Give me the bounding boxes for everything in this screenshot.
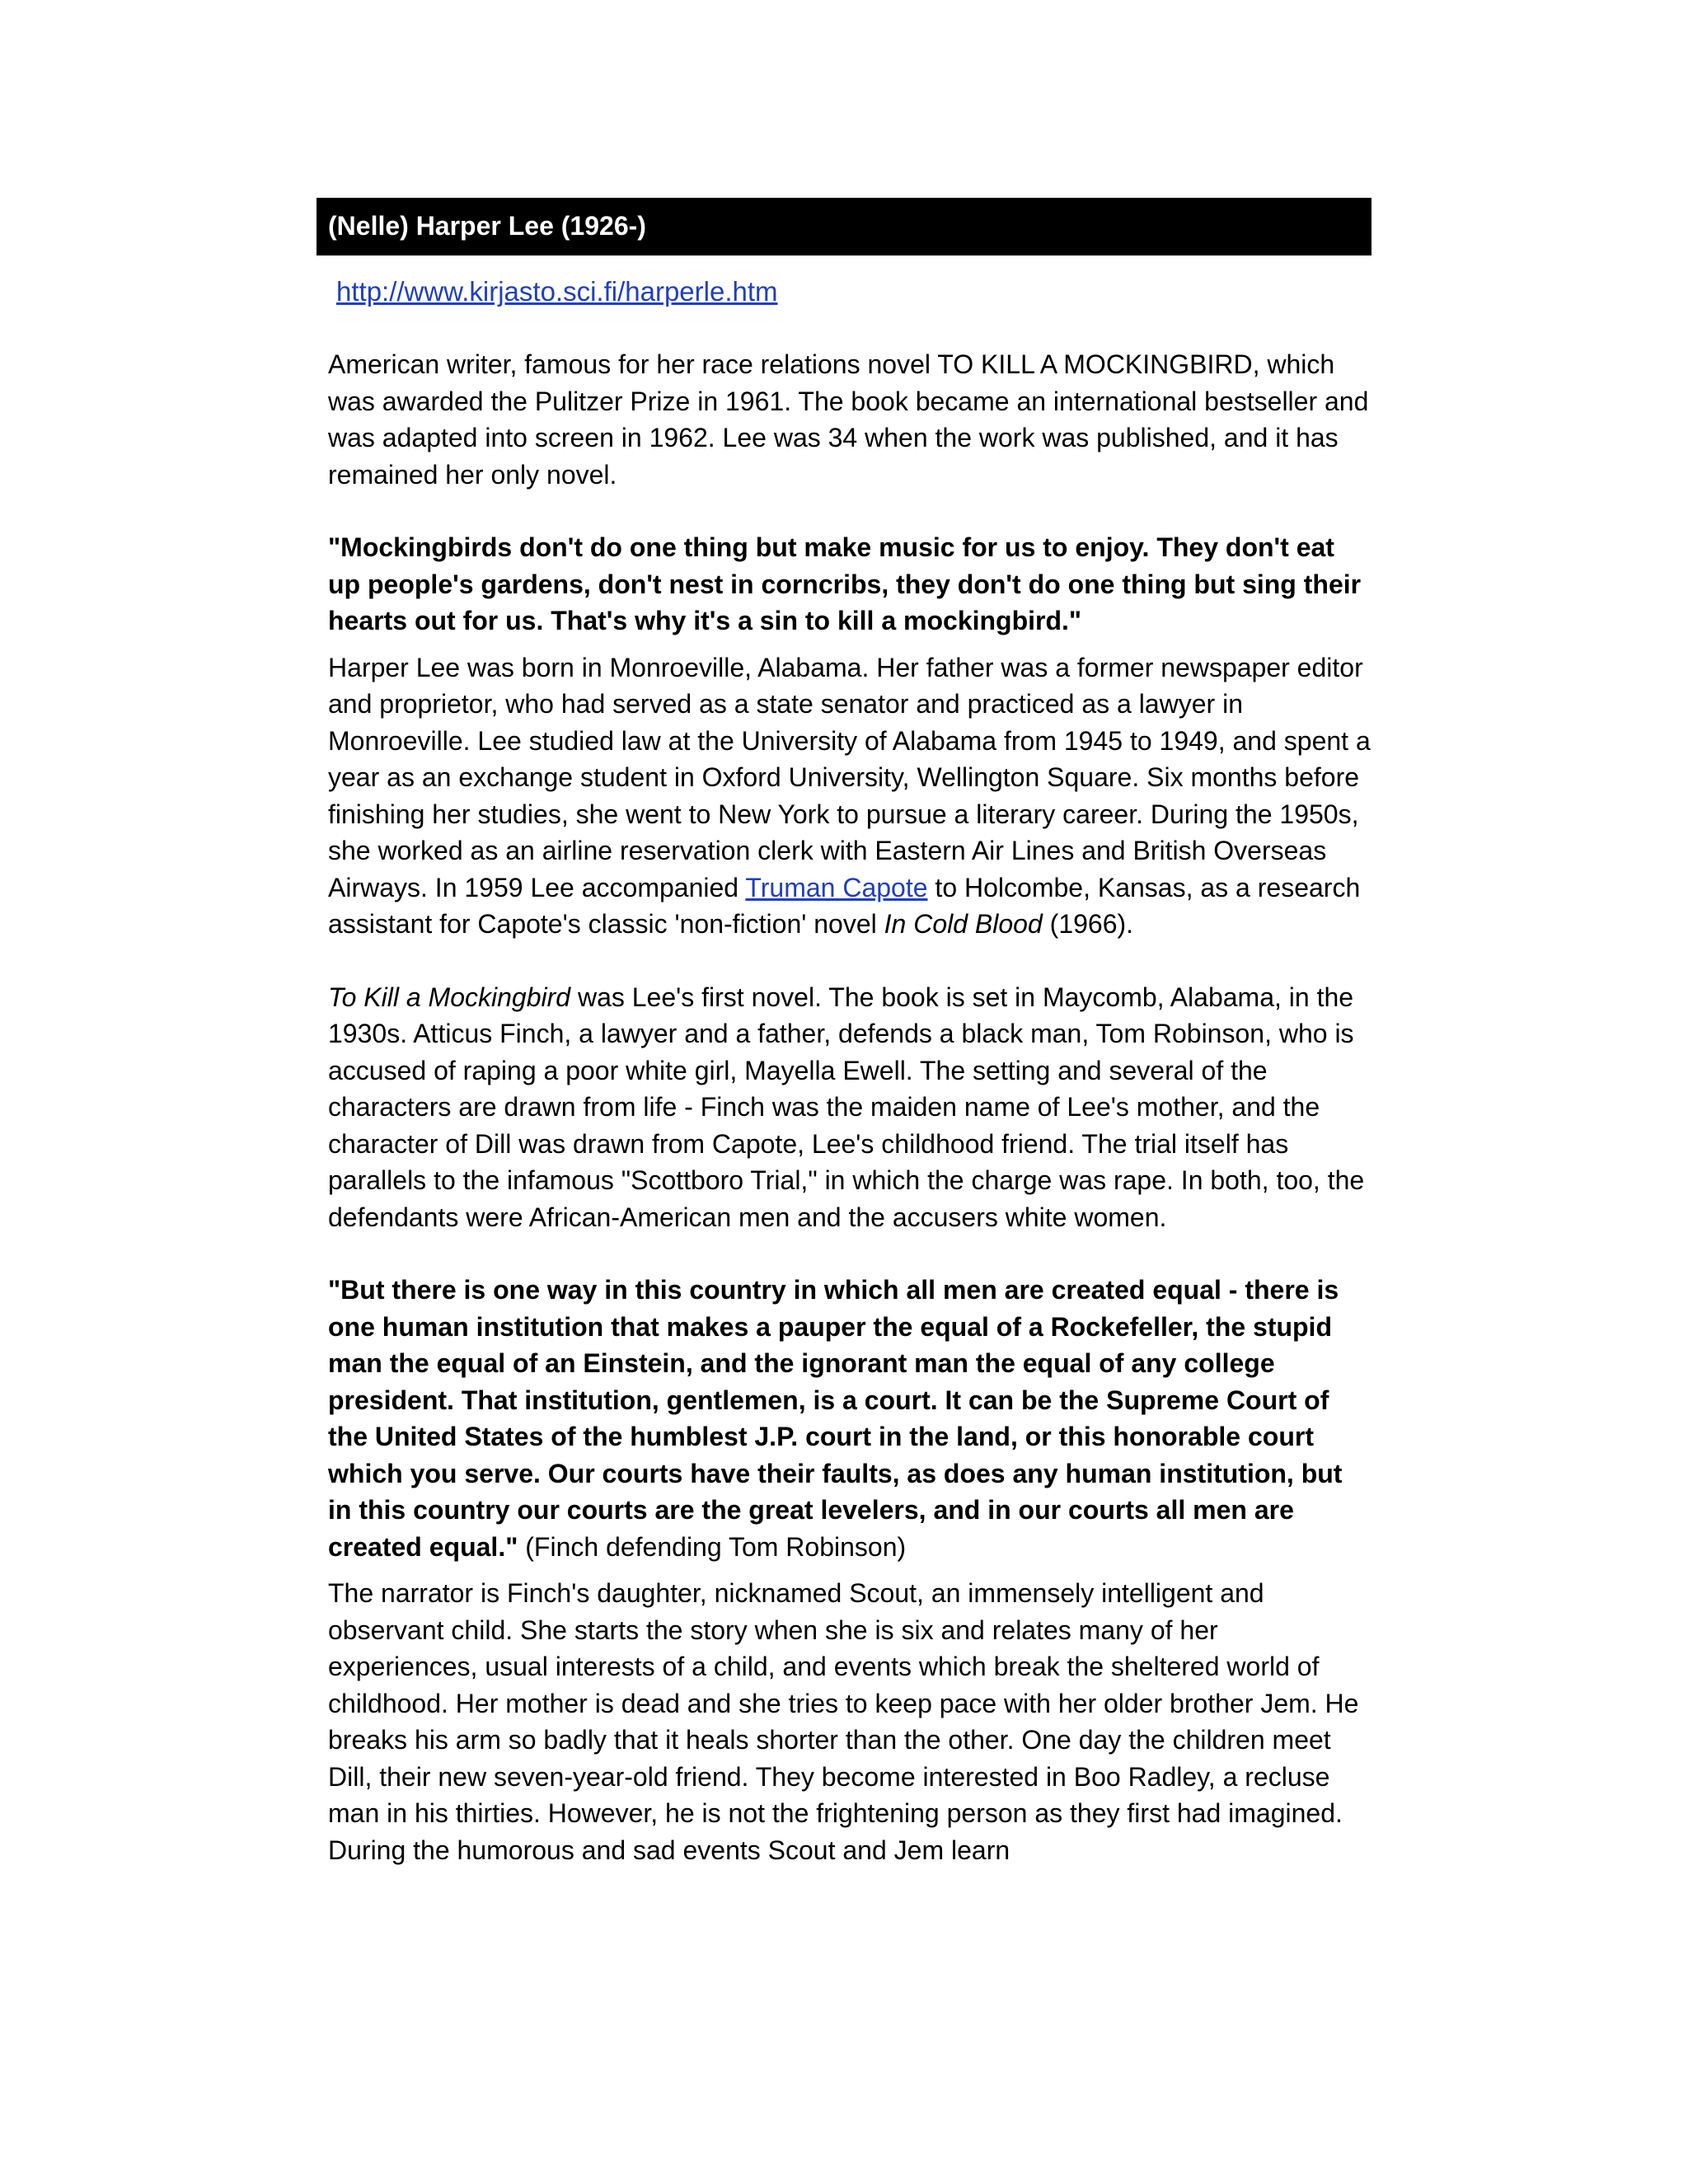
novel-paragraph bbox=[328, 979, 1372, 1236]
biography-text-end: (1966). bbox=[1042, 909, 1134, 939]
article-body bbox=[328, 346, 1372, 1868]
source-url-line bbox=[336, 274, 1372, 310]
biography-text-start: Harper Lee was born in Monroeville, Alabama. Her father was a former newspaper editor and proprietor, who had served as a state senator and practiced as a lawyer in Monroeville. Lee studied law at the University of Alabama from 1945 to 1949, and spent a year as an exchange student in Oxford University, Wellington Square. Six months before finishing her studies, she went to New York to pursue a literary career. During the 1950s, she worked as an airline reservation clerk with Eastern Air Lines and British Overseas Airways. In 1959 Lee accompanied bbox=[328, 652, 1371, 902]
novel-title: To Kill a Mockingbird bbox=[328, 982, 571, 1012]
document-page bbox=[316, 198, 1372, 1868]
biography-paragraph bbox=[328, 649, 1372, 943]
narrator-paragraph: The narrator is Finch's daughter, nicknamed Scout, an immensely intelligent and observant child. She starts the story when she is six and relates many of her experiences, usual interests of a child, and events which break the sheltered world of childhood. Her mother is dead and she tries to keep pace with her older brother Jem. He breaks his arm so badly that it heals shorter than the other. One day the children meet Dill, their new seven-year-old friend. They become interested in Boo Radley, a recluse man in his thirties. However, he is not the frightening person as they first had imagined. During the humorous and sad events Scout and Jem learn bbox=[328, 1578, 1359, 1865]
source-url-link[interactable]: http://www.kirjasto.sci.fi/harperle.htm bbox=[336, 276, 778, 307]
in-cold-blood-title: In Cold Blood bbox=[884, 909, 1043, 939]
mockingbird-quote: "Mockingbirds don't do one thing but make music for us to enjoy. They don't eat up people's gardens, don't nest in corncribs, they don't do one thing but sing their hearts out for us. That's why it's a sin to kill a mockingbird." bbox=[328, 532, 1362, 635]
novel-description: was Lee's first novel. The book is set in Maycomb, Alabama, in the 1930s. Atticus Finch, a lawyer and a father, defends a black man, Tom Robinson, who is accused of raping a poor white girl, Mayella Ewell. The setting and several of the characters are drawn from life - Finch was the maiden name of Lee's mother, and the character of Dill was drawn from Capote, Lee's childhood friend. The trial itself has parallels to the infamous "Scottboro Trial," in which the charge was rape. In both, too, the defendants were African-American men and the accusers white women. bbox=[328, 982, 1365, 1232]
court-quote: "But there is one way in this country in which all men are created equal - there is one human institution that makes a pauper the equal of a Rockefeller, the stupid man the equal of an Einstein, and the ignorant man the equal of any college president. That institution, gentlemen, is a court. It can be the Supreme Court of the United States of the humblest J.P. court in the land, or this honorable court which you serve. Our courts have their faults, as does any human institution, but in this country our courts are the great levelers, and in our courts all men are created equal." bbox=[328, 1275, 1343, 1562]
intro-paragraph: American writer, famous for her race relations novel TO KILL A MOCKINGBIRD, which was awarded the Pulitzer Prize in 1961. The book became an international bestseller and was adapted into screen in 1962. Lee was 34 when the work was published, and it has remained her only novel. bbox=[328, 349, 1369, 490]
truman-capote-link[interactable]: Truman Capote bbox=[745, 872, 928, 902]
biography-text-mid: to Holcombe, Kansas, as a research assistant for Capote's classic 'non-fiction' novel bbox=[328, 872, 1361, 939]
page-title-bar bbox=[316, 198, 1372, 255]
quote-attribution: (Finch defending Tom Robinson) bbox=[518, 1531, 907, 1562]
court-quote-paragraph bbox=[328, 1272, 1372, 1565]
page-title: (Nelle) Harper Lee (1926-) bbox=[328, 211, 646, 241]
